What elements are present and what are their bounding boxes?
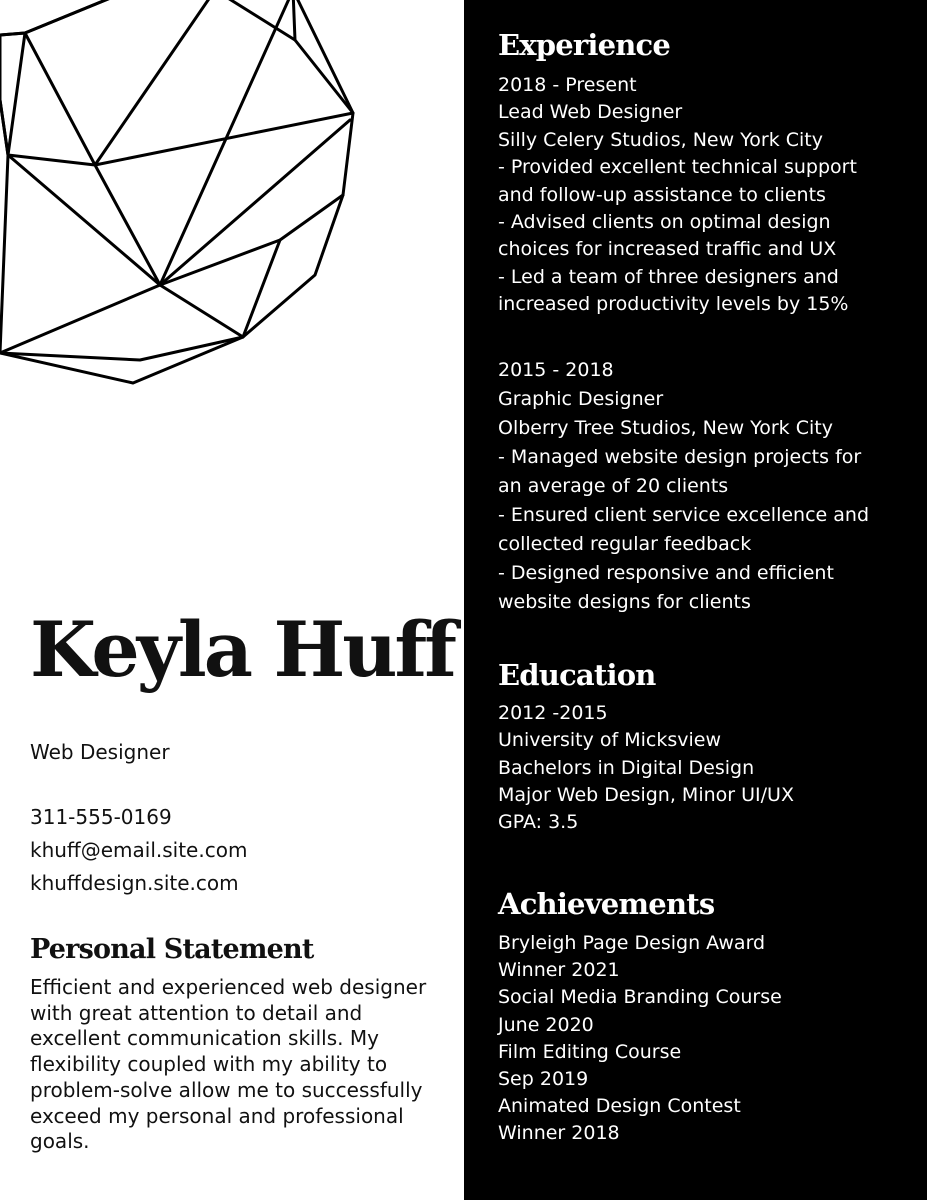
job-company: Olberry Tree Studios, New York City — [498, 417, 833, 439]
achievement-line: Animated Design Contest — [498, 1095, 741, 1118]
email-address: khuff@email.site.com — [30, 838, 248, 862]
achievement-line: Bryleigh Page Design Award — [498, 932, 766, 954]
education-dates: 2012 -2015 — [498, 702, 608, 724]
website-url: khuffdesign.site.com — [30, 871, 239, 895]
phone-number: 311-555-0169 — [30, 805, 172, 829]
experience-entry — [498, 72, 918, 319]
geometric-polygon-illustration — [0, 0, 360, 390]
education-degree: Bachelors in Digital Design — [498, 756, 755, 779]
education-heading: Education — [498, 658, 656, 692]
achievements-heading: Achievements — [498, 887, 715, 921]
job-title: Web Designer — [30, 740, 170, 764]
job-title: Graphic Designer — [498, 388, 664, 410]
job-detail-line: - Advised clients on optimal design — [498, 211, 831, 234]
job-detail-line: increased productivity levels by 15% — [498, 293, 849, 316]
personal-statement-heading: Personal Statement — [30, 934, 314, 965]
education-entry — [498, 700, 918, 836]
experience-entry — [498, 356, 918, 617]
achievement-line: Social Media Branding Course — [498, 986, 782, 1009]
job-detail-line: - Designed responsive and efficient — [498, 562, 834, 584]
job-detail-line: choices for increased traffic and UX — [498, 238, 837, 261]
right-column — [464, 0, 927, 1200]
job-dates: 2015 - 2018 — [498, 359, 614, 381]
job-detail-line: website designs for clients — [498, 591, 751, 613]
education-gpa: GPA: 3.5 — [498, 811, 579, 834]
achievement-line: Winner 2018 — [498, 1122, 620, 1145]
job-detail-line: - Provided excellent technical support — [498, 156, 857, 179]
candidate-name: Keyla Huff — [30, 605, 454, 694]
education-school: University of Micksview — [498, 729, 722, 752]
job-detail-line: and follow-up assistance to clients — [498, 183, 826, 206]
job-detail-line: an average of 20 clients — [498, 475, 729, 497]
achievement-line: June 2020 — [498, 1013, 594, 1036]
job-detail-line: - Ensured client service excellence and — [498, 504, 870, 526]
job-detail-line: - Managed website design projects for — [498, 446, 862, 468]
personal-statement-text: Efficient and experienced web designer with great attention to detail and excellent communication skills. My flexibility coupled with my ability to problem-solve allow me to successfully exceed my personal and professional goals. — [30, 975, 427, 1154]
achievement-line: Sep 2019 — [498, 1068, 589, 1091]
achievements-list — [498, 930, 918, 1148]
achievement-line: Film Editing Course — [498, 1040, 682, 1063]
experience-heading: Experience — [498, 28, 671, 62]
job-detail-line: - Led a team of three designers and — [498, 265, 839, 288]
achievement-line: Winner 2021 — [498, 959, 620, 982]
job-title: Lead Web Designer — [498, 101, 683, 124]
job-detail-line: collected regular feedback — [498, 533, 752, 555]
education-major: Major Web Design, Minor UI/UX — [498, 783, 794, 806]
contact-info — [30, 803, 247, 902]
job-company: Silly Celery Studios, New York City — [498, 128, 823, 151]
job-dates: 2018 - Present — [498, 74, 637, 96]
